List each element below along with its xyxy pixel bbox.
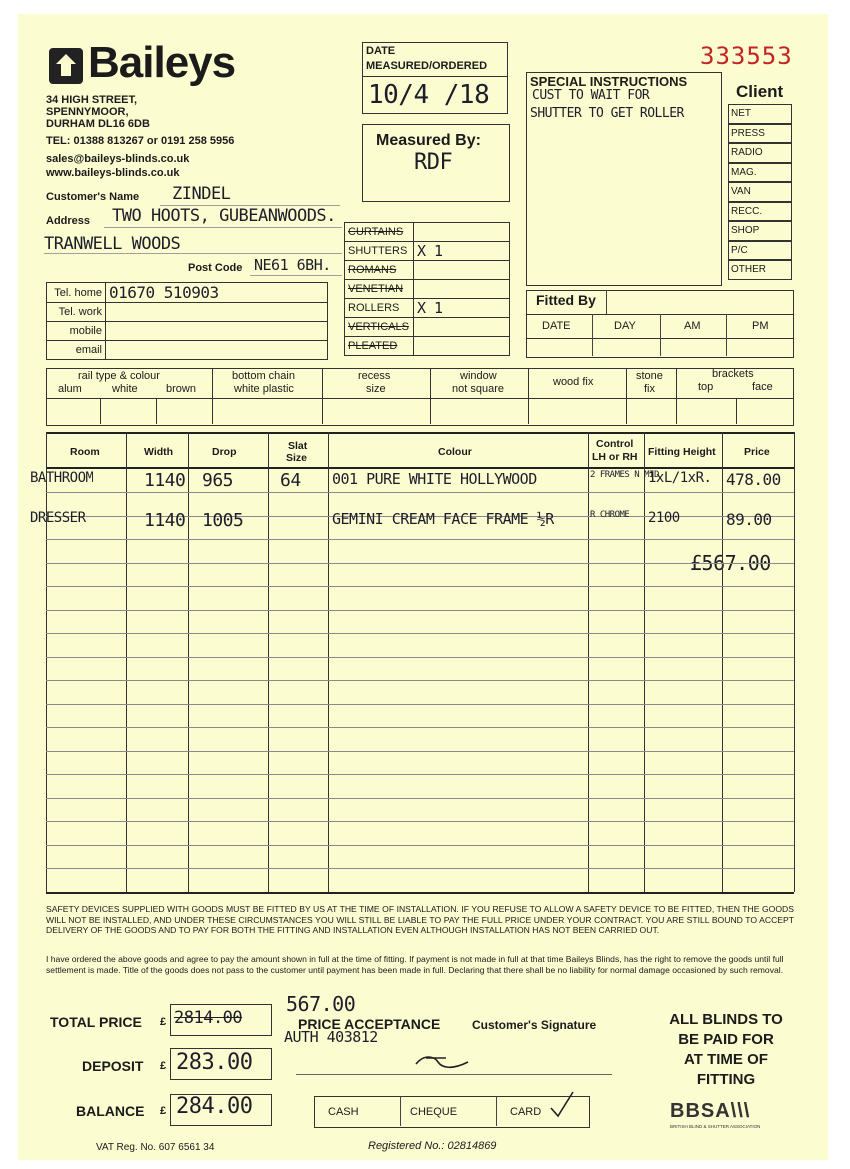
balance-currency: £ xyxy=(160,1105,167,1117)
vat-number: VAT Reg. No. 607 6561 34 xyxy=(96,1142,215,1153)
product-rollers[interactable]: ROLLERS xyxy=(345,299,414,318)
deposit-label: DEPOSIT xyxy=(82,1058,144,1074)
postcode-label: Post Code xyxy=(188,262,243,274)
client-source-press[interactable]: PRESS xyxy=(728,124,792,144)
payment-notice-line-4: FITTING xyxy=(696,1071,756,1088)
product-venetian[interactable]: VENETIAN xyxy=(345,280,414,299)
item-control-1[interactable]: R CHROME xyxy=(590,510,630,520)
item-room-1[interactable]: DRESSER xyxy=(30,510,86,526)
date-measured-label-1: DATE xyxy=(366,45,396,57)
house-logo-icon xyxy=(46,42,86,86)
total-price-currency: £ xyxy=(160,1016,167,1028)
company-address-3: DURHAM DL16 6DB xyxy=(46,118,150,130)
fitted-by-label: Fitted By xyxy=(536,292,596,308)
item-price-1[interactable]: 89.00 xyxy=(726,510,772,529)
company-name: Baileys xyxy=(88,38,236,87)
measured-by-label: Measured By: xyxy=(376,132,481,149)
wood-fix-label: wood fix xyxy=(553,376,594,388)
product-pleated[interactable]: PLEATED xyxy=(345,337,414,356)
product-curtains[interactable]: CURTAINS xyxy=(345,223,414,242)
product-shutters[interactable]: SHUTTERS xyxy=(345,242,414,261)
col-drop-header: Drop xyxy=(212,446,237,458)
customer-name-label: Customer's Name xyxy=(46,191,140,203)
address-line-2[interactable]: TRANWELL WOODS xyxy=(44,234,181,254)
bottom-chain-label: bottom chain xyxy=(232,370,295,382)
card-tick-icon xyxy=(548,1090,576,1120)
item-control-0[interactable]: 2 FRAMES N MID xyxy=(590,470,659,480)
special-instructions-line-2[interactable]: SHUTTER TO GET ROLLER xyxy=(530,106,684,121)
special-instructions-label: SPECIAL INSTRUCTIONS xyxy=(530,74,688,89)
tel-work-value[interactable] xyxy=(106,303,328,322)
item-drop-1[interactable]: 1005 xyxy=(202,510,244,531)
product-verticals[interactable]: VERTICALS xyxy=(345,318,414,337)
col-slat-header: Slat xyxy=(288,440,308,452)
col-price-header: Price xyxy=(744,446,770,458)
client-source-pc[interactable]: P/C xyxy=(728,241,792,261)
total-price-value[interactable]: 567.00 xyxy=(286,992,356,1016)
recess-label: recess xyxy=(358,370,391,382)
company-address-1: 34 HIGH STREET, xyxy=(46,94,138,106)
items-total-handwritten: £567.00 xyxy=(690,551,771,575)
bbsa-logo-caption: BRITISH BLIND & SHUTTER ASSOCIATION xyxy=(670,1124,761,1129)
rail-white-label: white xyxy=(112,383,138,395)
item-width-1[interactable]: 1140 xyxy=(144,510,186,531)
recess-size-label: size xyxy=(366,383,386,395)
company-website[interactable]: www.baileys-blinds.co.uk xyxy=(46,167,180,179)
payment-cheque[interactable]: CHEQUE xyxy=(410,1106,458,1118)
col-control-header: Control xyxy=(596,438,634,450)
measured-by-value[interactable]: RDF xyxy=(414,150,453,175)
client-label: Client xyxy=(736,82,784,101)
payment-notice xyxy=(650,1010,802,1090)
order-number: 333553 xyxy=(700,42,793,70)
registered-number: Registered No.: 02814869 xyxy=(368,1140,497,1152)
product-romans[interactable]: ROMANS xyxy=(345,261,414,280)
terms-safety: SAFETY DEVICES SUPPLIED WITH GOODS MUST BE FITTED BY US AT THE TIME OF INSTALLATION. IF YOU REFUSE TO ALLOW A SAFETY DEVICE TO BE FITTED, THEN THE GOODS WILL NOT BE INSTALLED, AND UNDER THESE CIRCUMSTANCES YOU WILL STILL BE LIABLE TO PAY THE FULL PRICE UNDER YOUR CONTRACT. YOU ARE STILL BOUND TO ACCEPT DELIVERY OF THE GOODS AND TO PAY FOR BOTH THE FITTING AND INSTALLATION EVEN ALTHOUGH INSTALLATION HAS NOT BEEN CARRIED OUT. xyxy=(46,904,794,935)
not-square-label: not square xyxy=(452,383,504,395)
payment-notice-line-3: AT TIME OF xyxy=(684,1051,768,1068)
total-price-label: TOTAL PRICE xyxy=(50,1014,142,1030)
client-source-recc[interactable]: RECC. xyxy=(728,202,792,222)
item-fitting-1[interactable]: 2100 xyxy=(648,510,680,526)
customer-signature-scribble xyxy=(412,1050,472,1072)
fitted-day-label: DAY xyxy=(614,320,636,332)
payment-cash[interactable]: CASH xyxy=(328,1106,359,1118)
bbsa-logo-text: BBSA\\\ xyxy=(670,1100,751,1122)
col-fitting-header: Fitting Height xyxy=(648,446,716,458)
fitted-pm-label: PM xyxy=(752,320,769,332)
customer-signature-label: Customer's Signature xyxy=(472,1018,597,1032)
product-rollers-qty[interactable]: X 1 xyxy=(414,299,510,318)
payment-notice-line-2: BE PAID FOR xyxy=(678,1031,774,1048)
client-source-shop[interactable]: SHOP xyxy=(728,221,792,241)
bbsa-logo xyxy=(670,1100,790,1140)
product-type-table xyxy=(344,222,510,356)
brackets-label: brackets xyxy=(712,368,754,380)
deposit-value[interactable]: 283.00 xyxy=(176,1050,253,1075)
special-instructions-box xyxy=(526,72,722,286)
total-price-crossed: 2814.00 xyxy=(174,1008,243,1028)
item-colour-0[interactable]: 001 PURE WHITE HOLLYWOOD xyxy=(332,470,537,488)
item-price-0[interactable]: 478.00 xyxy=(726,470,781,489)
company-email[interactable]: sales@baileys-blinds.co.uk xyxy=(46,153,190,165)
item-width-0[interactable]: 1140 xyxy=(144,470,186,491)
brackets-top-label: top xyxy=(698,381,714,393)
brackets-face-label: face xyxy=(752,381,773,393)
tel-email-value[interactable] xyxy=(106,341,328,360)
col-control-lhrh-header: LH or RH xyxy=(592,451,638,463)
special-instructions-line-1[interactable]: CUST TO WAIT FOR xyxy=(532,88,650,103)
baileys-logo xyxy=(46,38,256,88)
stone-label: stone xyxy=(636,370,663,382)
price-acceptance-label: PRICE ACCEPTANCE xyxy=(298,1016,441,1032)
company-tel: TEL: 01388 813267 or 0191 258 5956 xyxy=(46,135,235,147)
item-fitting-0[interactable]: 1xL/1xR. xyxy=(648,470,712,486)
telephone-table xyxy=(46,282,328,360)
auth-code: AUTH 403812 xyxy=(284,1028,378,1046)
terms-payment: I have ordered the above goods and agree to pay the amount shown in full at the time of fitting. If payment is not made in full at that time Baileys Blinds, has the right to remove the goods until full settlement is made. Title of the goods does not pass to the customer until payment has been made in full. Declaring that there shall be no liability for normal damage occasioned by such removal. xyxy=(46,954,784,975)
postcode-value[interactable]: NE61 6BH. xyxy=(254,256,331,274)
client-source-van[interactable]: VAN xyxy=(728,182,792,202)
item-colour-1[interactable]: GEMINI CREAM FACE FRAME ½R xyxy=(332,510,554,528)
client-source-net[interactable]: NET xyxy=(728,104,792,124)
tel-work-label: Tel. work xyxy=(47,303,106,322)
tel-mobile-value[interactable] xyxy=(106,322,328,341)
client-source-mag[interactable]: MAG. xyxy=(728,163,792,183)
tel-home-label: Tel. home xyxy=(47,283,106,303)
window-label: window xyxy=(460,370,497,382)
col-width-header: Width xyxy=(144,446,174,458)
item-drop-0[interactable]: 965 xyxy=(202,470,234,491)
balance-label: BALANCE xyxy=(76,1103,145,1119)
col-colour-header: Colour xyxy=(438,446,472,458)
client-source-radio[interactable]: RADIO xyxy=(728,143,792,163)
address-line-1[interactable]: TWO HOOTS, GUBEANWOODS. xyxy=(112,206,336,226)
product-shutters-qty[interactable]: X 1 xyxy=(414,242,510,261)
col-slat-size-header: Size xyxy=(286,452,308,464)
date-measured-label-2: MEASURED/ORDERED xyxy=(366,60,488,72)
payment-card[interactable]: CARD xyxy=(510,1106,542,1118)
tel-home-value[interactable]: 01670 510903 xyxy=(106,283,328,303)
customer-name-value[interactable]: ZINDEL xyxy=(172,184,231,204)
balance-value[interactable]: 284.00 xyxy=(176,1094,253,1119)
rail-brown-label: brown xyxy=(166,383,196,395)
stone-fix-label: fix xyxy=(644,383,655,395)
item-room-0[interactable]: BATHROOM xyxy=(30,470,94,486)
payment-notice-line-1: ALL BLINDS TO xyxy=(669,1011,783,1028)
tel-mobile-label: mobile xyxy=(47,322,106,341)
item-slat-0[interactable]: 64 xyxy=(280,470,301,491)
client-source-other[interactable]: OTHER xyxy=(728,260,792,280)
company-address-2: SPENNYMOOR, xyxy=(46,106,129,118)
address-label: Address xyxy=(46,215,91,227)
deposit-currency: £ xyxy=(160,1060,167,1072)
white-plastic-label: white plastic xyxy=(234,383,294,395)
tel-email-label: email xyxy=(47,341,106,360)
fitted-am-label: AM xyxy=(684,320,701,332)
rail-alum-label: alum xyxy=(58,383,82,395)
date-measured-value[interactable]: 10/4 /18 xyxy=(368,80,490,110)
rail-type-label: rail type & colour xyxy=(78,370,160,382)
fitted-date-label: DATE xyxy=(542,320,571,332)
col-room-header: Room xyxy=(70,446,100,458)
